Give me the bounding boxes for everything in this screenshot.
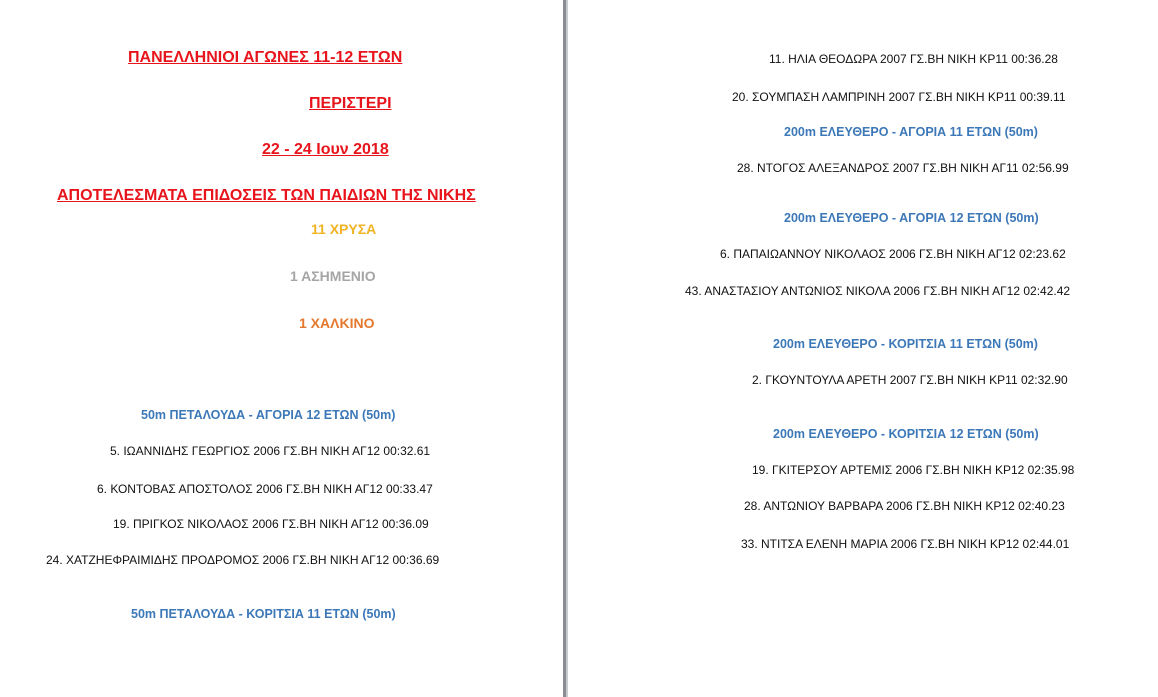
left-page: [0, 0, 561, 697]
event-heading: 200m ΕΛΕΥΘΕΡΟ - ΑΓΟΡΙΑ 11 ΕΤΩΝ (50m): [784, 125, 1038, 139]
event-heading: 200m ΕΛΕΥΘΕΡΟ - ΑΓΟΡΙΑ 12 ΕΤΩΝ (50m): [784, 211, 1039, 225]
result-line: 19. ΓΚΙΤΕΡΣΟΥ ΑΡΤΕΜΙΣ 2006 ΓΣ.ΒΗ ΝΙΚΗ ΚΡ12 02:35.98: [752, 463, 1075, 477]
result-line: 33. ΝΤΙΤΣΑ ΕΛΕΝΗ ΜΑΡΙΑ 2006 ΓΣ.ΒΗ ΝΙΚΗ ΚΡ12 02:44.01: [741, 537, 1070, 551]
result-line: 6. ΚΟΝΤΟΒΑΣ ΑΠΟΣΤΟΛΟΣ 2006 ΓΣ.ΒΗ ΝΙΚΗ ΑΓ12 00:33.47: [97, 482, 433, 496]
result-line: 2. ΓΚΟΥΝΤΟΥΛΑ ΑΡΕΤΗ 2007 ΓΣ.ΒΗ ΝΙΚΗ ΚΡ11 02:32.90: [752, 373, 1068, 387]
gold-medal-count: 11 ΧΡΥΣΑ: [311, 221, 377, 237]
page-divider: [561, 0, 571, 697]
results-heading: ΑΠΟΤΕΛΕΣΜΑΤΑ ΕΠΙΔΟΣΕΙΣ ΤΩΝ ΠΑΙΔΙΩΝ ΤΗΣ ΝΙΚΗΣ: [57, 187, 476, 204]
bronze-medal-count: 1 ΧΑΛΚΙΝΟ: [299, 315, 375, 331]
dates-title: 22 - 24 Ιουν 2018: [262, 141, 389, 158]
result-line: 24. ΧΑΤΖΗΕΦΡΑΙΜΙΔΗΣ ΠΡΟΔΡΟΜΟΣ 2006 ΓΣ.ΒΗ ΝΙΚΗ ΑΓ12 00:36.69: [46, 553, 440, 567]
result-line: 19. ΠΡΙΓΚΟΣ ΝΙΚΟΛΑΟΣ 2006 ΓΣ.ΒΗ ΝΙΚΗ ΑΓ12 00:36.09: [113, 517, 429, 531]
event-heading: 50m ΠΕΤΑΛΟΥΔΑ - ΑΓΟΡΙΑ 12 ΕΤΩΝ (50m): [141, 408, 396, 422]
event-heading: 50m ΠΕΤΑΛΟΥΔΑ - ΚΟΡΙΤΣΙΑ 11 ΕΤΩΝ (50m): [131, 607, 396, 621]
silver-medal-count: 1 ΑΣΗΜΕΝΙΟ: [290, 268, 376, 284]
result-line: 28. ΑΝΤΩΝΙΟΥ ΒΑΡΒΑΡΑ 2006 ΓΣ.ΒΗ ΝΙΚΗ ΚΡ12 02:40.23: [744, 499, 1065, 513]
result-line: 28. ΝΤΟΓΟΣ ΑΛΕΞΑΝΔΡΟΣ 2007 ΓΣ.ΒΗ ΝΙΚΗ ΑΓ11 02:56.99: [737, 161, 1069, 175]
event-heading: 200m ΕΛΕΥΘΕΡΟ - ΚΟΡΙΤΣΙΑ 11 ΕΤΩΝ (50m): [773, 337, 1038, 351]
venue-title: ΠΕΡΙΣΤΕΡΙ: [309, 95, 392, 112]
result-line: 6. ΠΑΠΑΙΩΑΝΝΟΥ ΝΙΚΟΛΑΟΣ 2006 ΓΣ.ΒΗ ΝΙΚΗ ΑΓ12 02:23.62: [720, 247, 1066, 261]
right-page: [571, 0, 1158, 697]
result-line: 20. ΣΟΥΜΠΑΣΗ ΛΑΜΠΡΙΝΗ 2007 ΓΣ.ΒΗ ΝΙΚΗ ΚΡ11 00:39.11: [732, 90, 1066, 104]
event-heading: 200m ΕΛΕΥΘΕΡΟ - ΚΟΡΙΤΣΙΑ 12 ΕΤΩΝ (50m): [773, 427, 1039, 441]
competition-title: ΠΑΝΕΛΛΗΝΙΟΙ ΑΓΩΝΕΣ 11-12 ΕΤΩΝ: [128, 49, 403, 66]
result-line: 43. ΑΝΑΣΤΑΣΙΟΥ ΑΝΤΩΝΙΟΣ ΝΙΚΟΛΑ 2006 ΓΣ.ΒΗ ΝΙΚΗ ΑΓ12 02:42.42: [685, 284, 1071, 298]
result-line: 11. ΗΛΙΑ ΘΕΟΔΩΡΑ 2007 ΓΣ.ΒΗ ΝΙΚΗ ΚΡ11 00:36.28: [769, 52, 1058, 66]
result-line: 5. ΙΩΑΝΝΙΔΗΣ ΓΕΩΡΓΙΟΣ 2006 ΓΣ.ΒΗ ΝΙΚΗ ΑΓ12 00:32.61: [110, 444, 431, 458]
